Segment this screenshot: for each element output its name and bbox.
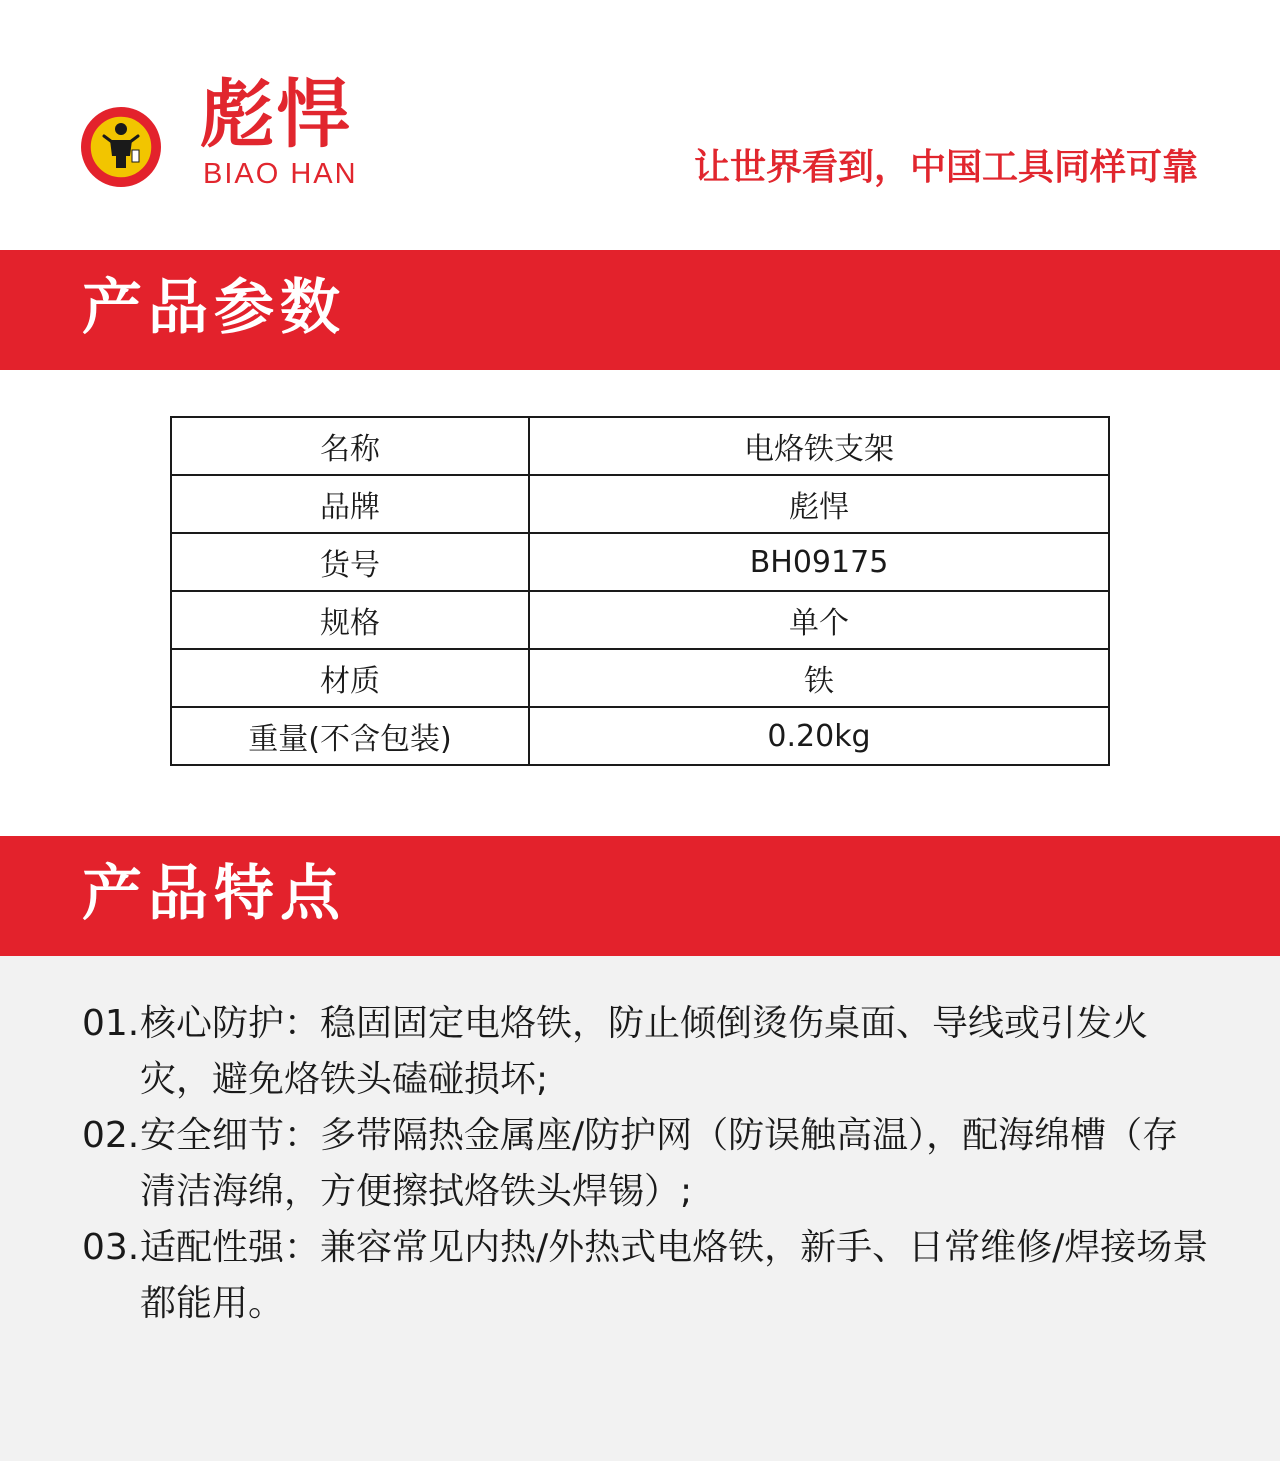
param-value: 电烙铁支架 [529, 417, 1109, 475]
feature-text: 适配性强：兼容常见内热/外热式电烙铁，新手、日常维修/焊接场景都能用。 [140, 1227, 1209, 1324]
table-row [171, 475, 1109, 533]
params-table-area [0, 370, 1280, 836]
table-row [171, 591, 1109, 649]
feature-number: 03. [82, 1227, 140, 1268]
brand-name-english: BIAO HAN [203, 158, 358, 190]
feature-number: 01. [82, 1003, 140, 1044]
param-key: 品牌 [171, 475, 529, 533]
table-row [171, 707, 1109, 765]
table-row [171, 649, 1109, 707]
list-item [82, 996, 1212, 1108]
param-value: 单个 [529, 591, 1109, 649]
params-table [170, 416, 1110, 766]
feature-text: 核心防护：稳固固定电烙铁，防止倾倒烫伤桌面、导线或引发火灾，避免烙铁头磕碰损坏; [140, 1003, 1149, 1100]
features-section-title: 产品特点 [82, 859, 346, 929]
header [0, 0, 1280, 250]
feature-number: 02. [82, 1115, 140, 1156]
brand-slogan: 让世界看到，中国工具同样可靠 [693, 147, 1198, 188]
list-item [82, 1220, 1212, 1332]
brand-name-chinese: 彪悍 [200, 72, 352, 158]
param-value: 0.20kg [529, 707, 1109, 765]
feature-text: 安全细节：多带隔热金属座/防护网（防误触高温），配海绵槽（存清洁海绵，方便擦拭烙铁头焊锡）; [140, 1115, 1179, 1212]
params-section-header [0, 250, 1280, 370]
param-value: BH09175 [529, 533, 1109, 591]
params-section-title: 产品参数 [82, 273, 346, 343]
param-key: 货号 [171, 533, 529, 591]
table-row [171, 533, 1109, 591]
param-value: 铁 [529, 649, 1109, 707]
table-row [171, 417, 1109, 475]
param-key: 规格 [171, 591, 529, 649]
brand-logo-badge-icon [80, 106, 162, 188]
list-item [82, 1108, 1212, 1220]
features-section-header [0, 836, 1280, 956]
param-key: 重量(不含包装) [171, 707, 529, 765]
param-value: 彪悍 [529, 475, 1109, 533]
param-key: 名称 [171, 417, 529, 475]
features-list [0, 956, 1280, 1461]
param-key: 材质 [171, 649, 529, 707]
